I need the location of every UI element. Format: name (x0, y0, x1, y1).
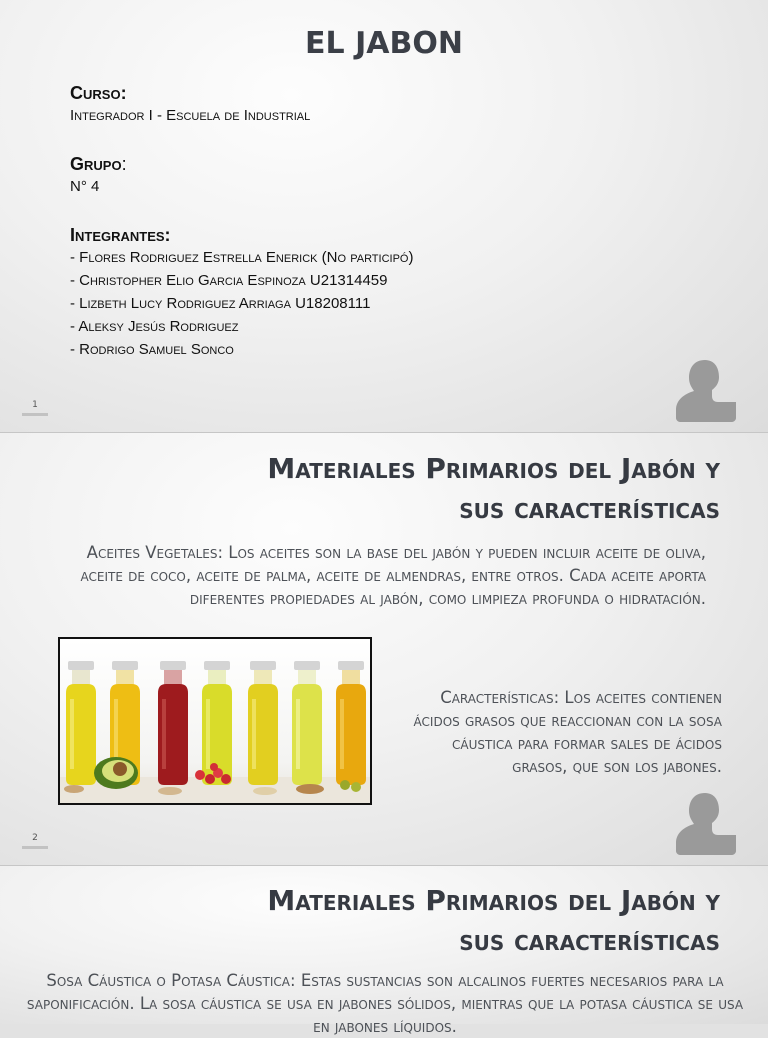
slide-1 (0, 0, 768, 432)
member-item: - Lizbeth Lucy Rodriguez Arriaga U18208111 (70, 295, 371, 312)
members-label: Integrantes: (70, 225, 171, 245)
slide-2 (0, 433, 768, 865)
oils-paragraph: Aceites Vegetales: Los aceites son la base del jabón y pueden incluir aceite de oliva, aceite de coco, aceite de palma, aceite de almendras, entre otros. Cada aceite aporta diferentes propiedades al jabón, como limpieza profunda o hidratación. (80, 543, 706, 608)
member-item: - Christopher Elio Garcia Espinoza U21314459 (70, 272, 388, 289)
member-item: - Rodrigo Samuel Sonco (70, 341, 234, 358)
group-value: N° 4 (70, 178, 100, 195)
slide-1-title: EL JABON (305, 26, 463, 61)
caustic-paragraph: Sosa Cáustica o Potasa Cáustica: Estas sustancias son alcalinos fuertes necesarios para la saponificación. La sosa cáustica se usa en jabones sólidos, mientras que la potasa cáustica se usa en jabones líquidos. (26, 971, 744, 1036)
slide-3-title: Materiales Primarios del Jabón y sus características (267, 884, 720, 957)
course-label: Curso: (70, 83, 127, 103)
page-number: 2 (22, 829, 48, 849)
user-logo-icon (674, 360, 736, 422)
course-value: Integrador I - Escuela de Industrial (70, 107, 311, 124)
slide-2-title: Materiales Primarios del Jabón y sus características (267, 452, 720, 525)
page-number: 1 (22, 396, 48, 416)
member-item: - Aleksy Jesús Rodriguez (70, 318, 239, 335)
members-list (70, 246, 690, 361)
oil-bottles-image (58, 637, 372, 805)
slide-3 (0, 866, 768, 1036)
group-label: Grupo: (70, 154, 127, 174)
characteristics-paragraph: Características: Los aceites contienen ácidos grasos que reaccionan con la sosa cáustica para formar sales de ácidos grasos, que son los jabones. (413, 688, 722, 776)
member-item: - Flores Rodriguez Estrella Enerick (No participó) (70, 249, 414, 266)
slide-1-body (70, 82, 690, 361)
user-logo-icon (674, 793, 736, 855)
